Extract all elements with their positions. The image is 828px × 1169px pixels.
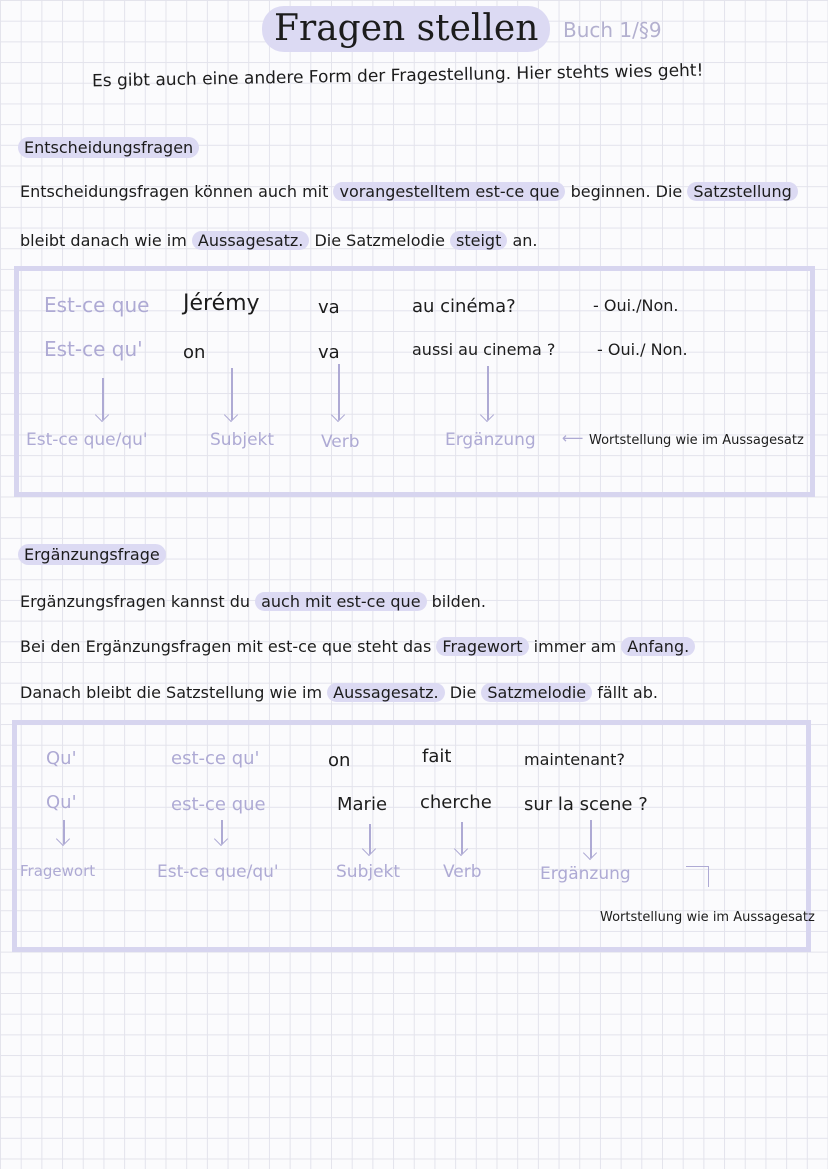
example-answer: - Oui./Non. [593,296,679,315]
highlight: Satzstellung [687,182,797,201]
example-rest: sur la scene ? [524,794,648,815]
text: Ergänzungsfragen kannst du [20,592,250,611]
example-verb: va [318,342,340,363]
highlight: Aussagesatz. [327,683,444,702]
section1-heading: Entscheidungsfragen [18,137,199,158]
example-answer: - Oui./ Non. [597,340,688,359]
text: Danach bleibt die Satzstellung wie im [20,683,323,702]
example-est: Est-ce que [44,293,150,317]
intro-text: Es gibt auch eine andere Form der Fragestellung. Hier stehts wies geht! [91,60,704,92]
example-est: est-ce que [171,794,266,815]
section2-line2 [20,637,695,656]
text: immer am [533,637,617,656]
text: beginnen. Die [570,182,683,201]
example-rest: maintenant? [524,750,625,769]
example-subject: on [328,750,351,771]
example-subject: Marie [337,794,388,815]
highlight: Anfang. [621,637,695,656]
down-arrow-icon [363,824,377,856]
highlight: Satzmelodie [481,683,592,702]
section2-line1 [20,592,486,611]
section1-line1 [20,182,798,201]
highlight: auch mit est-ce que [255,592,426,611]
down-arrow-icon [57,820,71,846]
text: an. [512,231,538,250]
label-subject: Subjekt [336,862,401,882]
text: Entscheidungsfragen können auch mit [20,182,329,201]
text: Die [449,683,477,702]
down-arrow-icon [584,820,598,860]
highlight: Fragewort [436,637,528,656]
example-est: est-ce qu' [171,748,260,769]
label-est: Est-ce que/qu' [157,862,279,882]
page-title: Fragen stellen [262,6,550,52]
section2-line3 [20,683,658,702]
down-arrow-icon [332,364,346,422]
example-verb: cherche [420,792,492,813]
note-word-order: Wortstellung wie im Aussagesatz [589,433,804,448]
highlight: Aussagesatz. [192,231,309,250]
label-subject: Subjekt [210,430,275,450]
example-subject: on [183,342,206,363]
down-arrow-icon [481,366,495,422]
down-arrow-icon [215,820,229,846]
down-arrow-icon [96,378,110,422]
text: fällt ab. [597,683,658,702]
section2-heading: Ergänzungsfrage [18,544,166,565]
text: bleibt danach wie im [20,231,187,250]
label-complement: Ergänzung [445,430,536,450]
left-arrow-icon: ⟵ [562,429,584,447]
example-verb: va [318,297,340,318]
example-rest: au cinéma? [412,296,516,317]
example-est: Est-ce qu' [44,337,143,361]
corner-arrow-icon [686,866,709,887]
label-verb: Verb [321,432,360,452]
text: Bei den Ergänzungsfragen mit est-ce que steht das [20,637,432,656]
note-word-order: Wortstellung wie im Aussagesatz [600,910,815,925]
text: Die Satzmelodie [314,231,445,250]
text: bilden. [431,592,486,611]
book-reference: Buch 1/§9 [563,18,662,42]
label-complement: Ergänzung [540,864,631,884]
down-arrow-icon [455,822,469,856]
section1-line2 [20,231,537,250]
example-question-word: Qu' [46,748,77,769]
example-question-word: Qu' [46,792,77,813]
label-verb: Verb [443,862,482,882]
highlight: vorangestelltem est-ce que [333,182,565,201]
highlight: steigt [450,231,507,250]
example-rest: aussi au cinema ? [412,340,556,359]
down-arrow-icon [225,368,239,422]
label-question-word: Fragewort [20,862,96,880]
label-est: Est-ce que/qu' [26,430,148,450]
example-subject: Jérémy [183,291,260,316]
example-verb: fait [422,746,452,767]
